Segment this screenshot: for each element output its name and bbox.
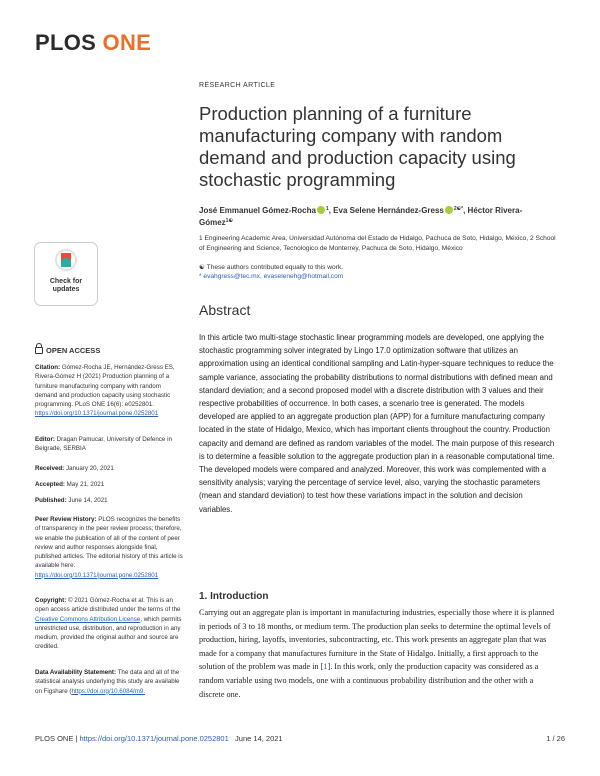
orcid-icon[interactable] — [317, 206, 325, 214]
citation-doi-link[interactable]: https://doi.org/10.1371/journal.pone.0252801 — [35, 410, 159, 418]
introduction-text — [199, 606, 559, 701]
citation-block — [35, 363, 183, 419]
accepted-label: Accepted: — [35, 481, 65, 488]
footer-journal: PLOS ONE — [35, 734, 74, 743]
open-access-label — [35, 346, 100, 355]
crossmark-icon — [55, 249, 77, 271]
reference-link[interactable]: 1 — [323, 662, 328, 672]
accepted-date: May 21, 2021 — [66, 481, 105, 488]
footer-doi-link[interactable]: https://doi.org/10.1371/journal.pone.0252801 — [79, 734, 229, 743]
author-affil-sup: 1☯ — [225, 218, 233, 224]
published-date: June 14, 2021 — [68, 497, 108, 504]
published-label: Published: — [35, 497, 67, 504]
orcid-icon[interactable] — [445, 206, 453, 214]
data-availability-label: Data Availability Statement: — [35, 669, 117, 676]
abstract-text: In this article two multi-stage stochastic linear programming models are developed, one applying the stochastic programming solver integrated by Lingo 17.0 optimization software that utilizes an approximation using an identical conditional sampling and Latin-hyper-square techniques to reduce the sample variance, associating the probability distributions to normal distributions with defined mean and standard deviation; and a second proposed model with a discrete distribution with 3 values and their respective probabilities of occurrence. In both cases, a scenario tree is generated. The models developed are applied to an aggregate production plan (APP) for a furniture manufacturing company located in the state of Hidalgo, Mexico, which has important clients throughout the country. Production capacity and demand are defined as random variables of the model. The main purpose of this research is to determine a feasible solution to the aggregate production plan in a reasonable computational time. The developed models were compared and analyzed. Moreover, this work was complemented with a sensitivity analysis; varying the percentage of service level, also, varying the stochastic parameters (mean and standard deviation) to test how these variations impact in the solution and decision variables. — [199, 333, 555, 514]
footer-date: June 14, 2021 — [235, 734, 283, 743]
author-name: Eva Selene Hernández-Gress — [333, 206, 444, 215]
author-name: José Emmanuel Gómez-Rocha — [199, 206, 316, 215]
article-title: Production planning of a furniture manufacturing company with random demand and production capacity using stochastic programming — [199, 103, 516, 190]
accepted-block — [35, 480, 183, 489]
badge-line-2: updates — [52, 286, 80, 293]
corresponding-emails[interactable]: * evahgress@tec.mx, evaselenehg@hotmail.com — [199, 273, 344, 280]
affiliations: 1 Engineering Academic Area, Universidad Autónoma del Estado de Hidalgo, Pachuca de Soto, Hidalgo, México, 2 School of Engineering and Science, Tecnologico de Monterrey, Pachuca de Soto, Hidalgo, México — [199, 235, 556, 252]
copyright-block — [35, 596, 183, 652]
editor-text: Dragan Pamucar, University of Defence in Belgrade, SERBIA — [35, 436, 172, 453]
peer-review-label: Peer Review History: — [35, 516, 97, 523]
introduction-heading: 1. Introduction — [199, 591, 269, 602]
article-type: RESEARCH ARTICLE — [199, 82, 276, 89]
logo-plos: PLOS — [35, 30, 97, 55]
introduction-text-part1: Carrying out an aggregate plan is important in manufacturing industries, especially those where it is planned in periods of 3 to 18 months, or medium term. The production plan seeks to determine the optimal levels of production, hiring, layoffs, inventories, subcontracting, etc. This work presents an aggregate plan that was made for a company that manufactures furniture in the State of Hidalgo. Initially, a first approach to the solution of the problem was made in [ — [199, 608, 555, 672]
author-list: José Emmanuel Gómez-Rocha $^1$, Eva Selene Hernández-Gress $^{2☯*}$, Héctor Rivera-Gómez$^{1☯}$ — [199, 206, 523, 227]
license-link[interactable]: Creative Commons Attribution License — [35, 615, 141, 623]
introduction-text-part2: ]. In this work, only the production capacity was considered as a random variable using two models, one with a continuous probability distribution and the other with a discrete one. — [199, 662, 539, 699]
editor-label: Editor: — [35, 436, 55, 443]
author-affil-sup: 2☯* — [453, 206, 464, 212]
journal-logo[interactable] — [35, 30, 151, 56]
data-availability-block — [35, 668, 183, 696]
copyright-text-end: , which permits unrestricted use, distribution, and reproduction in any medium, provided the original author and source are credited. — [35, 615, 182, 651]
figshare-link[interactable]: https://doi.org/10.6084/m9. — [71, 687, 146, 695]
citation-text: Gómez-Rocha JE, Hernández-Gress ES, Rivera-Gómez H (2021) Production planning of a furniture manufacturing company with random demand and production capacity using stochastic programming. PLoS ONE 16(6): e0252801. — [35, 364, 175, 409]
copyright-label: Copyright: — [35, 597, 67, 604]
badge-label — [35, 278, 97, 294]
logo-one: ONE — [102, 30, 152, 55]
data-availability-text: The data and all of the statistical analysis underlying this study are available on Figshare ( — [35, 669, 180, 695]
lock-icon — [35, 347, 43, 354]
check-for-updates-badge[interactable] — [34, 242, 98, 306]
author-name: Héctor Rivera-Gómez — [199, 206, 523, 227]
badge-line-1: Check for — [49, 278, 83, 285]
peer-review-link[interactable]: https://doi.org/10.1371/journal.pone.0252801 — [35, 571, 159, 579]
page-number: 1 / 26 — [546, 734, 565, 743]
received-date: January 20, 2021 — [65, 465, 114, 472]
author-affil-sup: 1 — [325, 206, 329, 212]
citation-label: Citation: — [35, 364, 61, 371]
page-footer — [35, 734, 565, 743]
contribution-note: ☯ These authors contributed equally to this work. — [199, 264, 343, 271]
open-access-text: OPEN ACCESS — [46, 346, 101, 355]
copyright-text: © 2021 Gómez-Rocha et al. This is an open access article distributed under the terms of the — [35, 597, 181, 614]
received-block — [35, 464, 183, 473]
published-block — [35, 496, 183, 505]
footer-separator: | — [73, 734, 80, 743]
peer-review-block — [35, 515, 183, 580]
abstract-heading: Abstract — [199, 302, 251, 318]
editor-block — [35, 435, 183, 454]
peer-review-text: PLOS recognizes the benefits of transparency in the peer review process; therefore, we enable the publication of all of the content of peer review and author responses alongside final, published articles. The editorial history of this article is available here: — [35, 516, 183, 570]
received-label: Received: — [35, 465, 65, 472]
